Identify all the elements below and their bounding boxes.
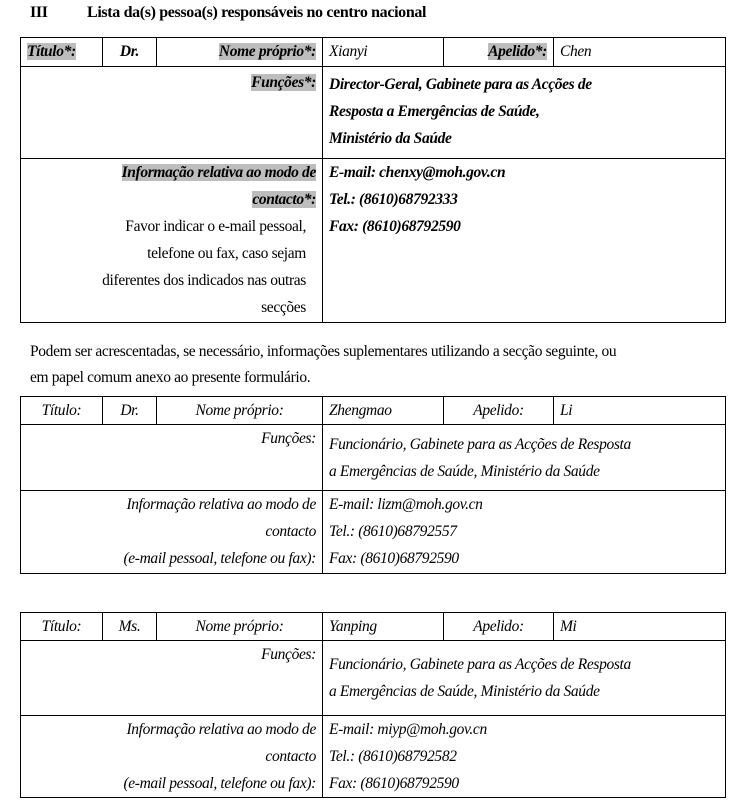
functions-label: Funções*:	[21, 67, 323, 159]
email: E-mail: miyp@moh.gov.cn	[329, 721, 487, 738]
title-label: Título:	[21, 397, 103, 425]
title-value: Dr.	[103, 38, 157, 67]
section-heading	[30, 4, 426, 22]
person-table-1	[20, 396, 726, 574]
fax: Fax: (8610)68792590	[329, 550, 459, 567]
title-value: Dr.	[103, 397, 157, 425]
title-label: Título*:	[21, 38, 103, 67]
first-name-label: Nome próprio:	[157, 613, 323, 641]
surname-label: Apelido:	[444, 613, 554, 641]
functions-value: Director-Geral, Gabinete para as Acções de Resposta a Emergências de Saúde, Ministério da Saúde	[323, 67, 726, 159]
contact-label: Informação relativa ao modo de contacto (e-mail pessoal, telefone ou fax):	[21, 716, 323, 798]
surname-label: Apelido:	[444, 397, 554, 425]
person-table-2	[20, 612, 726, 798]
surname-label: Apelido*:	[444, 38, 554, 67]
contact-label: Informação relativa ao modo de contacto*: Favor indicar o e-mail pessoal, telefone ou fax, caso sejam diferentes dos indicados nas outras secções	[21, 159, 323, 323]
first-name-value: Zhengmao	[323, 397, 444, 425]
surname-value: Mi	[554, 613, 726, 641]
functions-label: Funções:	[21, 425, 323, 491]
title-value: Ms.	[103, 613, 157, 641]
fax: Fax: (8610)68792590	[329, 775, 459, 792]
contact-hint: Favor indicar o e-mail pessoal, telefone ou fax, caso sejam diferentes dos indicados nas outras secções	[102, 218, 306, 316]
surname-value: Chen	[554, 38, 726, 67]
title-label: Título:	[21, 613, 103, 641]
contact-value	[323, 491, 726, 574]
first-name-label: Nome próprio*:	[157, 38, 323, 67]
fax: Fax: (8610)68792590	[329, 218, 461, 235]
surname-value: Li	[554, 397, 726, 425]
functions-value: Funcionário, Gabinete para as Acções de Resposta a Emergências de Saúde, Ministério da Saúde	[323, 425, 726, 491]
contact-value	[323, 159, 726, 323]
email: E-mail: lizm@moh.gov.cn	[329, 496, 483, 513]
section-number: III	[30, 4, 48, 21]
first-name-value: Xianyi	[323, 38, 444, 67]
contact-value	[323, 716, 726, 798]
functions-label: Funções:	[21, 641, 323, 716]
tel: Tel.: (8610)68792557	[329, 523, 457, 540]
supplementary-note: Podem ser acrescentadas, se necessário, informações suplementares utilizando a secção seguinte, ou em papel comum anexo ao presente formulário.	[30, 343, 617, 386]
section-title: Lista da(s) pessoa(s) responsáveis no centro nacional	[87, 4, 427, 21]
first-name-value: Yanping	[323, 613, 444, 641]
primary-contact-table	[20, 37, 726, 323]
tel: Tel.: (8610)68792582	[329, 748, 457, 765]
tel: Tel.: (8610)68792333	[329, 191, 458, 208]
functions-value: Funcionário, Gabinete para as Acções de Resposta a Emergências de Saúde, Ministério da Saúde	[323, 641, 726, 716]
contact-label: Informação relativa ao modo de contacto (e-mail pessoal, telefone ou fax):	[21, 491, 323, 574]
email: E-mail: chenxy@moh.gov.cn	[329, 164, 506, 181]
first-name-label: Nome próprio:	[157, 397, 323, 425]
